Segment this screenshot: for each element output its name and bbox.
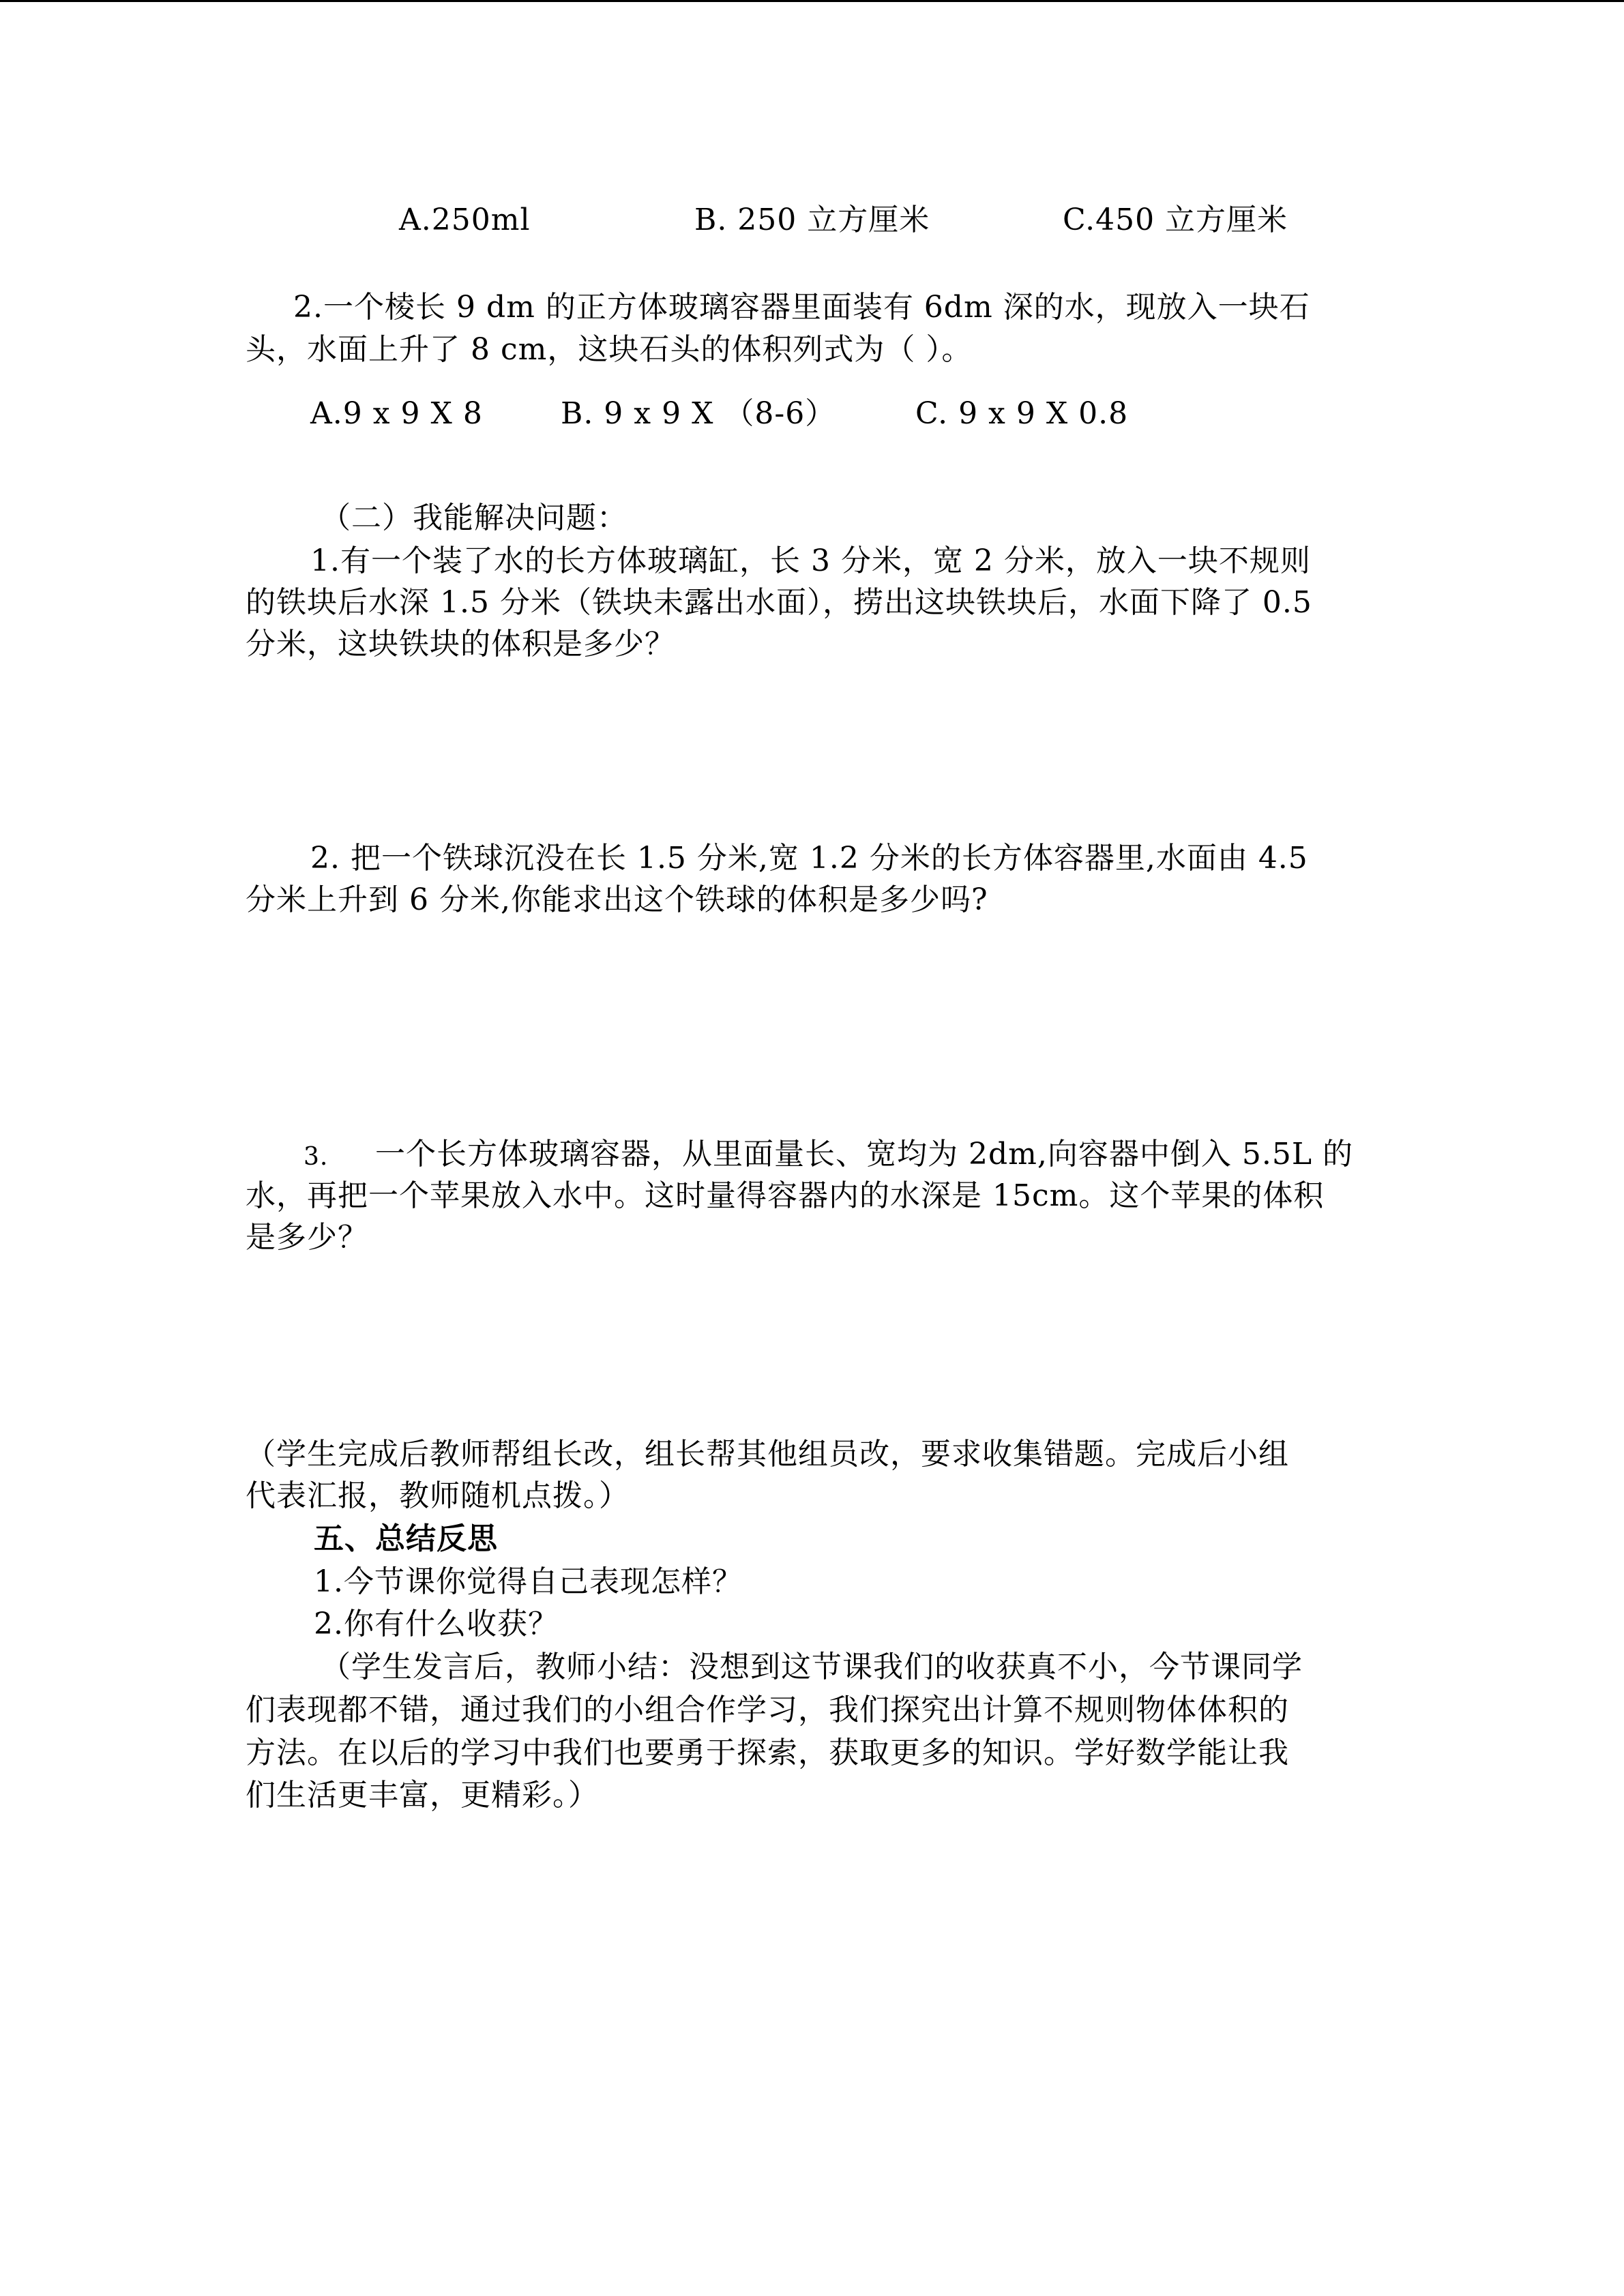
q2-option-a: A.9 x 9 X 8 — [310, 396, 483, 431]
reflection-question-1: 1.今节课你觉得自己表现怎样？ — [314, 1564, 743, 1599]
q1-option-c: C.450 立方厘米 — [1063, 203, 1288, 237]
q2-option-c: C. 9 x 9 X 0.8 — [915, 396, 1129, 431]
problem-2-line-1: 2. 把一个铁球沉没在长 1.5 分米,宽 1.2 分米的长方体容器里,水面由 4.5 — [310, 841, 1308, 876]
q1-option-b: B. 250 立方厘米 — [694, 203, 930, 237]
q2-line-1: 2.一个棱长 9 dm 的正方体玻璃容器里面装有 6dm 深的水，现放入一块石 — [293, 290, 1310, 325]
problem-3-line-1: 一个长方体玻璃容器，从里面量长、宽均为 2dm,向容器中倒入 5.5L 的 — [375, 1137, 1354, 1172]
problem-3-line-3: 是多少？ — [246, 1220, 368, 1255]
section-2-heading: （二）我能解决问题： — [321, 501, 628, 535]
problem-1-line-1: 1.有一个装了水的长方体玻璃缸，长 3 分米，宽 2 分米，放入一块不规则 — [310, 543, 1311, 578]
problem-1-line-2: 的铁块后水深 1.5 分米（铁块未露出水面），捞出这块铁块后，水面下降了 0.5 — [246, 585, 1312, 620]
q1-option-a: A.250ml — [399, 203, 531, 237]
summary-line-1: （学生发言后，教师小结：没想到这节课我们的收获真不小，今节课同学 — [321, 1650, 1303, 1684]
summary-line-4: 们生活更丰富，更精彩。） — [246, 1778, 599, 1813]
summary-line-3: 方法。在以后的学习中我们也要勇于探索，获取更多的知识。学好数学能让我 — [246, 1735, 1289, 1770]
q2-option-b: B. 9 x 9 X （8-6） — [561, 396, 836, 431]
problem-2-line-2: 分米上升到 6 分米,你能求出这个铁球的体积是多少吗? — [246, 882, 988, 917]
summary-line-2: 们表现都不错，通过我们的小组合作学习，我们探究出计算不规则物体体积的 — [246, 1693, 1289, 1727]
teacher-note-line-1: （学生完成后教师帮组长改，组长帮其他组员改，要求收集错题。完成后小组 — [246, 1437, 1289, 1472]
problem-3-line-2: 水，再把一个苹果放入水中。这时量得容器内的水深是 15cm。这个苹果的体积 — [246, 1178, 1325, 1213]
reflection-question-2: 2.你有什么收获？ — [314, 1607, 559, 1641]
problem-3-number: 3. — [304, 1143, 329, 1171]
problem-1-line-3: 分米，这块铁块的体积是多少？ — [246, 627, 675, 661]
teacher-note-line-2: 代表汇报，教师随机点拨。） — [246, 1478, 630, 1513]
section-5-heading: 五、总结反思 — [314, 1521, 498, 1556]
q2-line-2: 头，水面上升了 8 cm，这块石头的体积列式为（ ）。 — [246, 332, 973, 367]
